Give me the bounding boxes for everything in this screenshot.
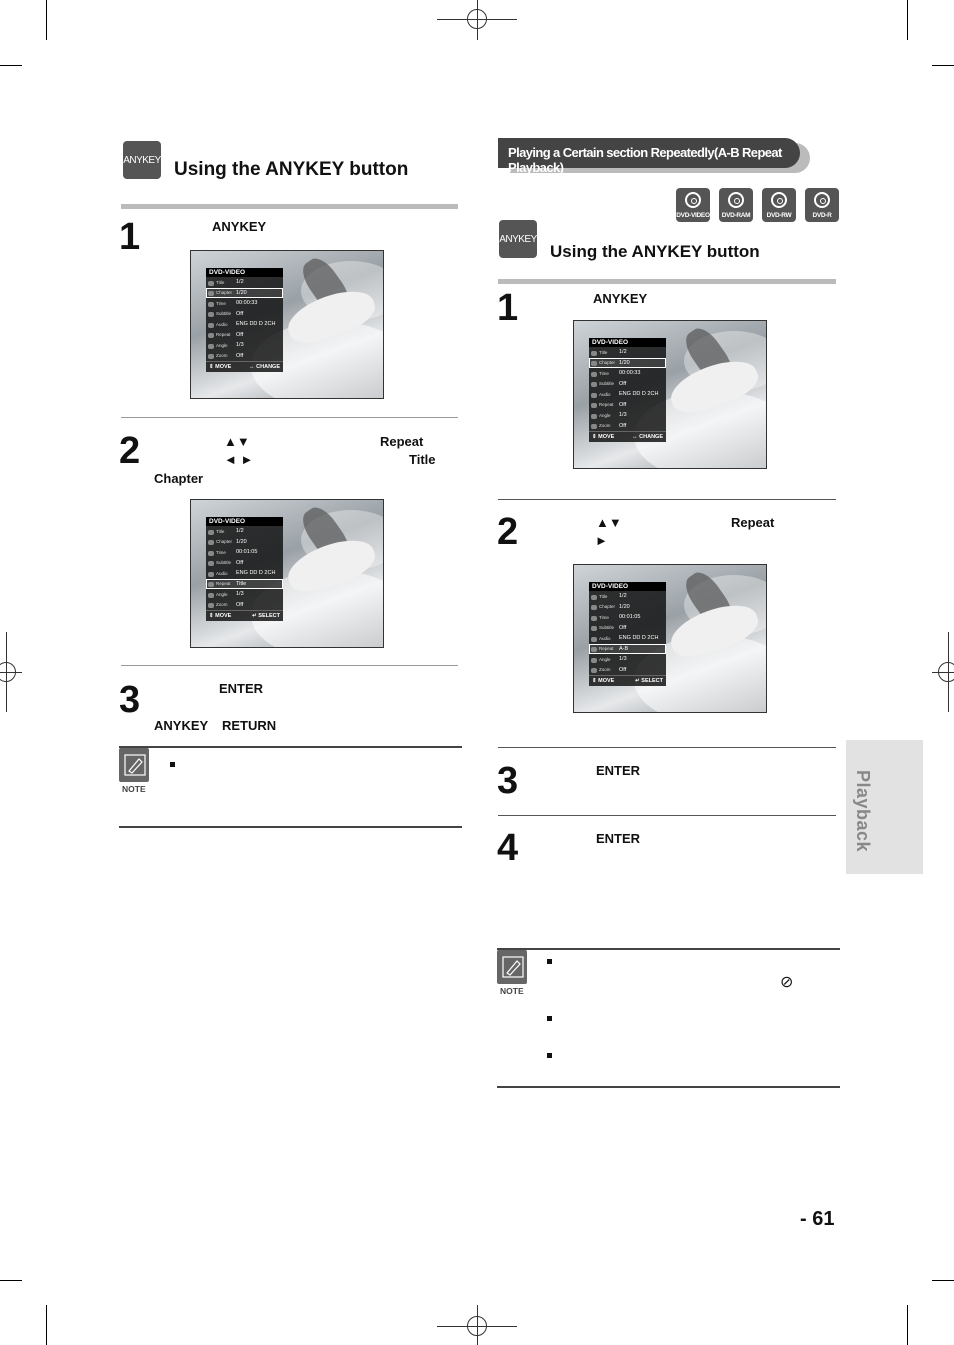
osd-footer-move: ⇕ MOVE (209, 613, 232, 619)
crop-mark (932, 1280, 954, 1281)
step-number: 2 (497, 511, 519, 553)
osd-row-value: 1/20 (236, 538, 247, 545)
osd-menu (206, 268, 283, 372)
osd-row-label: Zoom (589, 423, 617, 428)
step-divider (498, 499, 836, 500)
osd-row-label: Title (589, 594, 617, 599)
osd-row-label: Angle (206, 343, 234, 348)
section-rule (498, 279, 836, 284)
registration-line (932, 672, 954, 673)
right-section-title: Using the ANYKEY button (550, 242, 760, 261)
dvd-video-disc-icon (676, 188, 710, 222)
page-number: - 61 (800, 1208, 835, 1230)
osd-row-label: Title (206, 529, 234, 534)
osd-row-label: Time (206, 301, 234, 306)
osd-header: DVD-VIDEO (206, 517, 283, 526)
osd-footer-action: ↵ SELECT (635, 678, 663, 684)
osd-row-value: 1/3 (619, 656, 627, 663)
osd-row-value: 00:01:05 (619, 614, 641, 621)
osd-row (589, 400, 666, 411)
osd-row-label: Chapter (206, 539, 234, 544)
step-number: 1 (497, 287, 519, 329)
osd-row-value: Off (236, 310, 244, 317)
osd-row-value: 1/20 (619, 359, 630, 366)
disc-ring (685, 192, 701, 208)
osd-row (206, 537, 283, 548)
osd-row-label: Repeat (589, 402, 617, 407)
anykey-icon-label: ANYKEY (123, 154, 161, 166)
registration-line (948, 632, 949, 712)
disc-label: DVD-RAM (721, 212, 751, 219)
osd-row (589, 347, 666, 358)
keyword-repeat: Repeat (380, 434, 424, 449)
osd-row-label: Title (206, 280, 234, 285)
osd-row-value: ENG DD D 2CH (619, 391, 659, 398)
osd-row-value: ENG DD D 2CH (236, 570, 276, 577)
osd-row (589, 379, 666, 390)
osd-row-label: Zoom (206, 353, 234, 358)
osd-row (589, 591, 666, 602)
invalid-symbol-icon: ⊘ (780, 974, 794, 991)
step-number: 3 (497, 760, 519, 802)
osd-menu (589, 582, 666, 686)
osd-header: DVD-VIDEO (589, 582, 666, 591)
keyword-anykey: ANYKEY (154, 718, 209, 733)
osd-row-label: Time (206, 550, 234, 555)
osd-row (206, 277, 283, 288)
disc-label: DVD-VIDEO (676, 212, 710, 219)
arrow-right-icon: ► (595, 533, 608, 548)
step-divider (121, 665, 458, 666)
osd-row-value: Off (236, 331, 244, 338)
registration-line (6, 632, 7, 712)
osd-row-value: 1/2 (619, 349, 627, 356)
osd-row (206, 547, 283, 558)
crop-mark (0, 1280, 22, 1281)
chapter-side-tab-label: Playback (853, 770, 873, 853)
keyword-enter: ENTER (596, 763, 641, 778)
osd-row-value: 1/20 (619, 603, 630, 610)
osd-footer-move: ⇕ MOVE (592, 678, 615, 684)
keyword-title: Title (409, 452, 436, 467)
osd-header: DVD-VIDEO (589, 338, 666, 347)
note-rule-bottom (119, 826, 462, 828)
osd-footer (589, 675, 666, 686)
tv-screen-3 (573, 320, 767, 469)
note-bullet (547, 1016, 552, 1021)
chapter-side-tab (846, 740, 923, 874)
osd-row-label: Chapter (206, 290, 234, 295)
osd-row (589, 389, 666, 400)
osd-row-label: Subtitle (206, 560, 234, 565)
osd-row (206, 288, 283, 299)
note-pencil-icon (497, 950, 527, 984)
step-number: 4 (497, 827, 519, 869)
crop-mark (46, 0, 47, 40)
osd-row-value: ENG DD D 2CH (619, 635, 659, 642)
crop-mark (932, 65, 954, 66)
osd-row (589, 623, 666, 634)
keyword-enter: ENTER (219, 681, 264, 696)
osd-footer (589, 431, 666, 442)
note-rule-bottom (497, 1086, 840, 1088)
osd-row-label: Repeat (206, 332, 234, 337)
osd-row-value: Off (619, 380, 627, 387)
registration-line (477, 0, 478, 40)
osd-row-label: Time (589, 371, 617, 376)
osd-footer-action: ↔ CHANGE (632, 434, 663, 440)
dvd-r-disc-icon (805, 188, 839, 222)
osd-row (206, 351, 283, 362)
keyword-anykey: ANYKEY (212, 219, 267, 234)
registration-line (0, 672, 22, 673)
keyword-anykey: ANYKEY (593, 291, 648, 306)
keyword-return: RETURN (222, 718, 277, 733)
pencil-glyph (502, 956, 524, 978)
osd-row-label: Audio (206, 571, 234, 576)
osd-row-label: Zoom (589, 667, 617, 672)
osd-row-value: Off (236, 559, 244, 566)
crop-mark (46, 1305, 47, 1345)
osd-row-value: Off (619, 422, 627, 429)
osd-row (206, 558, 283, 569)
pencil-glyph (124, 754, 146, 776)
osd-footer-action: ↔ CHANGE (249, 364, 280, 370)
osd-row-label: Zoom (206, 602, 234, 607)
crop-mark (907, 0, 908, 40)
keyword-repeat: Repeat (731, 515, 775, 530)
osd-row (589, 665, 666, 676)
osd-row (589, 368, 666, 379)
osd-row-value: Off (236, 352, 244, 359)
note-bullet (547, 959, 552, 964)
note-bullet (547, 1053, 552, 1058)
step-number: 2 (119, 430, 141, 472)
anykey-icon (499, 220, 537, 258)
osd-row (206, 340, 283, 351)
osd-row-value: A-B (619, 645, 629, 652)
registration-line (477, 1305, 478, 1345)
osd-row (206, 330, 283, 341)
arrow-left-right-icon: ◄ ► (224, 452, 254, 467)
osd-row-value: 1/20 (236, 289, 247, 296)
osd-row (206, 568, 283, 579)
arrow-up-down-icon: ▲▼ (596, 515, 622, 530)
osd-row (206, 600, 283, 611)
osd-row-value: Off (619, 666, 627, 673)
keyword-chapter: Chapter (154, 471, 204, 486)
osd-row-value: 1/2 (236, 279, 244, 286)
osd-row-label: Subtitle (589, 625, 617, 630)
osd-header: DVD-VIDEO (206, 268, 283, 277)
osd-footer-action: ↵ SELECT (252, 613, 280, 619)
note-pencil-icon (119, 748, 149, 782)
osd-row-label: Time (589, 615, 617, 620)
osd-row-value: 00:00:33 (236, 300, 258, 307)
osd-row-label: Angle (206, 592, 234, 597)
osd-row-label: Repeat (589, 646, 617, 651)
note-rule-top (497, 948, 840, 950)
osd-row-value: 1/3 (236, 591, 244, 598)
osd-row-value: Title (236, 580, 247, 587)
anykey-icon (123, 141, 161, 179)
disc-ring (814, 192, 830, 208)
osd-row (589, 644, 666, 655)
osd-row (206, 309, 283, 320)
tv-screen-4 (573, 564, 767, 713)
step-number: 1 (119, 216, 141, 258)
crop-mark (907, 1305, 908, 1345)
osd-row (589, 358, 666, 369)
dvd-ram-disc-icon (719, 188, 753, 222)
osd-footer-move: ⇕ MOVE (592, 434, 615, 440)
osd-row-value: 1/2 (236, 528, 244, 535)
anykey-icon-label: ANYKEY (499, 233, 537, 245)
osd-row-label: Chapter (589, 360, 617, 365)
osd-row (589, 421, 666, 432)
osd-row (589, 633, 666, 644)
osd-row-label: Repeat (206, 581, 234, 586)
osd-row-label: Subtitle (589, 381, 617, 386)
osd-menu (206, 517, 283, 621)
osd-row-value: ENG DD D 2CH (236, 321, 276, 328)
osd-row-label: Angle (589, 657, 617, 662)
osd-row (206, 526, 283, 537)
tv-screen-1 (190, 250, 384, 399)
osd-footer-move: ⇕ MOVE (209, 364, 232, 370)
osd-row-label: Subtitle (206, 311, 234, 316)
osd-row-label: Title (589, 350, 617, 355)
section-banner: Playing a Certain section Repeatedly(A-B Repeat Playback) (498, 138, 800, 168)
osd-row (206, 579, 283, 590)
section-rule (121, 204, 458, 209)
osd-row-value: 00:01:05 (236, 549, 258, 556)
step-number: 3 (119, 679, 141, 721)
note-label: NOTE (500, 986, 524, 996)
keyword-enter: ENTER (596, 831, 641, 846)
osd-row-value: 1/3 (236, 342, 244, 349)
osd-row (589, 654, 666, 665)
disc-ring (728, 192, 744, 208)
step-divider (498, 747, 836, 748)
osd-footer (206, 361, 283, 372)
tv-screen-2 (190, 499, 384, 648)
osd-row (206, 298, 283, 309)
disc-ring (771, 192, 787, 208)
dvd-rw-disc-icon (762, 188, 796, 222)
note-label: NOTE (122, 784, 146, 794)
disc-label: DVD-RW (766, 212, 792, 219)
osd-row (206, 589, 283, 600)
crop-mark (0, 65, 22, 66)
osd-row-label: Chapter (589, 604, 617, 609)
disc-label: DVD-R (812, 212, 832, 219)
osd-row-value: Off (619, 401, 627, 408)
arrow-up-down-icon: ▲▼ (224, 434, 250, 449)
step-divider (121, 417, 458, 418)
note-bullet (170, 762, 175, 767)
osd-row-label: Audio (589, 392, 617, 397)
osd-row-value: 1/2 (619, 593, 627, 600)
osd-row-label: Angle (589, 413, 617, 418)
step-divider (498, 815, 836, 816)
osd-row-label: Audio (206, 322, 234, 327)
osd-row-label: Audio (589, 636, 617, 641)
left-section-title: Using the ANYKEY button (174, 159, 409, 180)
osd-row-value: Off (236, 601, 244, 608)
osd-row (206, 319, 283, 330)
osd-row (589, 410, 666, 421)
osd-row-value: Off (619, 624, 627, 631)
osd-footer (206, 610, 283, 621)
osd-menu (589, 338, 666, 442)
osd-row-value: 1/3 (619, 412, 627, 419)
osd-row (589, 602, 666, 613)
osd-row-value: 00:00:33 (619, 370, 641, 377)
osd-row (589, 612, 666, 623)
note-rule-top (119, 746, 462, 748)
